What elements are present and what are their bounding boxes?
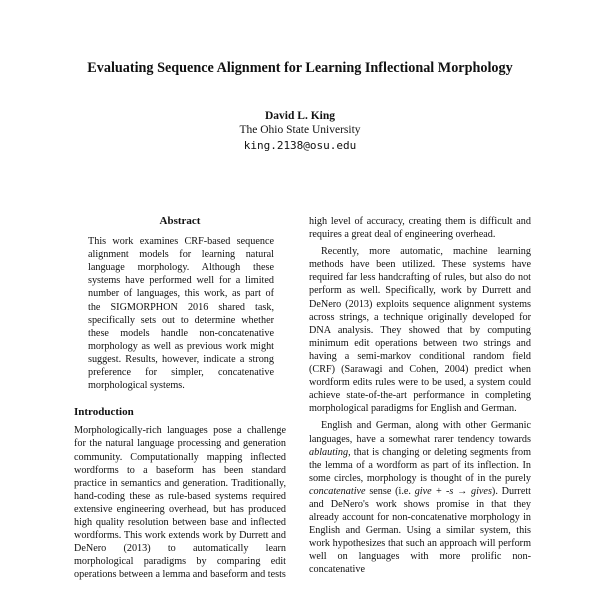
introduction-paragraph: Morphologically-rich languages pose a challenge for the natural language processing and generation community. Computationally mapping inflected wordforms to a baseform has been standard practice in semantics and generation. Traditionally, hand-coding these as rule-based systems required extensive engineering overhead, but has produced high quality resolution between base and inflected wordforms. This work extends work by Durrett and DeNero (2013) to automatically learn morphological paradigms by comparing edit operations between a lemma and baseform and tests [74, 425, 286, 581]
p3-text-d: ). Durrett and DeNero's work shows promise in that they already account for non-concatenative morphology in English and German. Using a similar system, this work hypothesizes that such an approach will perform well on languages with more prolific non-concatenative [309, 485, 532, 576]
example-gives: give + -s → gives [414, 485, 492, 497]
term-ablauting: ablauting [309, 446, 349, 458]
intro-paragraph-3 [309, 419, 531, 576]
p3-text-c: sense (i.e. [369, 485, 411, 497]
author-name: David L. King [265, 110, 335, 122]
p3-text-b: , that is changing or deleting segments from the lemma of a wordform as part of its inflection. In some circles, morphology is thought of in the purely [309, 446, 531, 484]
abstract-text: This work examines CRF-based sequence alignment models for learning natural language morphology. Although these systems have performed well for a limited number of languages, this work, as part of the SIGMORPHON 2016 shared task, specifically sets out to determine whether these models handle non-concatenative morphology as well as previous work might suggest. Results, however, indicate a strong preference for simpler, concatenative morphological systems. [88, 236, 274, 392]
paper-title: Evaluating Sequence Alignment for Learning Inflectional Morphology [87, 60, 513, 76]
term-concatenative: concatenative [309, 485, 366, 497]
author-affiliation: The Ohio State University [239, 124, 361, 136]
intro-paragraph-continued: high level of accuracy, creating them is difficult and requires a great deal of engineering overhead. [309, 216, 531, 241]
author-email: king.2138@osu.edu [243, 139, 357, 152]
p3-text-a: English and German, along with other Germanic languages, have a somewhat rarer tendency towards [309, 420, 531, 445]
right-column [309, 215, 531, 577]
introduction-heading: Introduction [74, 406, 134, 419]
left-column [74, 215, 286, 581]
intro-paragraph-2: Recently, more automatic, machine learning methods have been utilized. These systems have required far less handcrafting of rules, but also do not perform as well. Specifically, work by Durrett and DeNero (2013) exploits sequence alignment systems across strings, a technique originally developed for DNA analysis. They showed that by computing minimum edit operations between two strings and having a semi-markov conditional random field (CRF) (Sarawagi and Cohen, 2004) predict when wordform edits rules were to be used, a system could achieve state-of-the-art performance in completing morphological paradigms for English and German. [309, 246, 531, 415]
abstract-heading: Abstract [159, 215, 201, 227]
